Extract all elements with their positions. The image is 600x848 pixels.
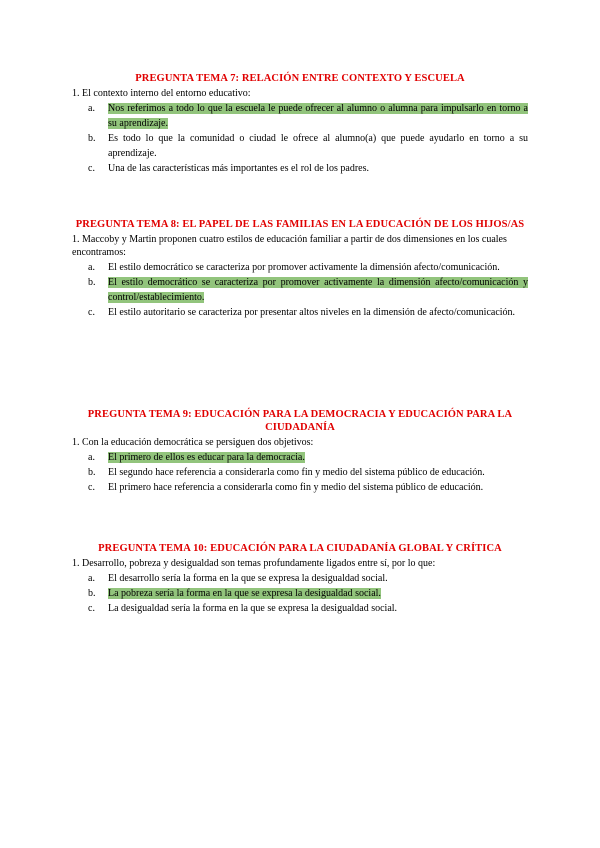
option-letter: c. [88, 307, 95, 318]
question-text: 1. Con la educación democrática se persiguen dos objetivos: [72, 437, 314, 448]
option-letter: b. [88, 467, 96, 478]
options-list [72, 260, 528, 320]
option-text [108, 101, 528, 131]
option-text: La desigualdad sería la forma en la que se expresa la desigualdad social. [108, 603, 398, 614]
section-title: PREGUNTA TEMA 10: EDUCACIÓN PARA LA CIUDADANÍA GLOBAL Y CRÍTICA [98, 543, 502, 554]
option-text [108, 275, 528, 305]
options-list [72, 571, 528, 616]
question-text: 1. El contexto interno del entorno educativo: [72, 88, 251, 99]
question-section-tema-10 [72, 542, 528, 616]
option-text: Una de las características más importantes es el rol de los padres. [108, 163, 370, 174]
highlighted-answer: El primero de ellos es educar para la democracia. [108, 452, 305, 463]
option-c [72, 601, 528, 616]
option-text: El estilo autoritario se caracteriza por presentar altos niveles en la dimensión de afecto/comunicación. [108, 307, 516, 318]
option-b [72, 465, 528, 480]
option-text: El segundo hace referencia a considerarla como fin y medio del sistema público de educación. [108, 467, 485, 478]
option-a [72, 101, 528, 131]
option-text: El desarrollo sería la forma en la que se expresa la desigualdad social. [108, 573, 388, 584]
option-a [72, 260, 528, 275]
option-a [72, 571, 528, 586]
question-section-tema-9 [72, 408, 528, 495]
option-letter: a. [88, 573, 95, 584]
option-text: El estilo democrático se caracteriza por promover activamente la dimensión afecto/comunicación. [108, 262, 500, 273]
option-b [72, 586, 528, 601]
question-text: 1. Desarrollo, pobreza y desigualdad son temas profundamente ligados entre sí, por lo que: [72, 558, 436, 569]
option-letter: b. [88, 277, 96, 288]
option-letter: a. [88, 103, 95, 114]
option-letter: b. [88, 133, 96, 144]
highlighted-answer: El estilo democrático se caracteriza por promover activamente la dimensión afecto/comunicación y control/establecimiento. [108, 277, 528, 303]
option-c [72, 480, 528, 495]
question-text: 1. Maccoby y Martin proponen cuatro estilos de educación familiar a partir de dos dimensiones en los cuales encontramos: [72, 234, 507, 258]
highlighted-answer: La pobreza sería la forma en la que se expresa la desigualdad social. [108, 588, 381, 599]
option-letter: a. [88, 262, 95, 273]
option-letter: c. [88, 482, 95, 493]
option-text [108, 586, 528, 601]
option-text: Es todo lo que la comunidad o ciudad le ofrece al alumno(a) que puede ayudarlo en torno a su aprendizaje. [108, 133, 528, 159]
question-section-tema-8 [72, 218, 528, 320]
highlighted-answer: Nos referimos a todo lo que la escuela le puede ofrecer al alumno o alumna para impulsarlo en torno a su aprendizaje. [108, 103, 528, 129]
option-b [72, 131, 528, 161]
section-title: PREGUNTA TEMA 8: EL PAPEL DE LAS FAMILIAS EN LA EDUCACIÓN DE LOS HIJOS/AS [75, 219, 525, 230]
option-letter: c. [88, 163, 95, 174]
option-c [72, 161, 528, 176]
question-section-tema-7 [72, 72, 528, 176]
options-list [72, 101, 528, 176]
option-letter: b. [88, 588, 96, 599]
option-letter: a. [88, 452, 95, 463]
option-c [72, 305, 528, 320]
option-b [72, 275, 528, 305]
option-text: El primero hace referencia a considerarla como fin y medio del sistema público de educación. [108, 482, 484, 493]
options-list [72, 450, 528, 495]
option-letter: c. [88, 603, 95, 614]
option-text [108, 450, 528, 465]
section-title: PREGUNTA TEMA 7: RELACIÓN ENTRE CONTEXTO Y ESCUELA [135, 73, 465, 84]
option-a [72, 450, 528, 465]
section-title: PREGUNTA TEMA 9: EDUCACIÓN PARA LA DEMOCRACIA Y EDUCACIÓN PARA LA CIUDADANÍA [87, 409, 513, 433]
